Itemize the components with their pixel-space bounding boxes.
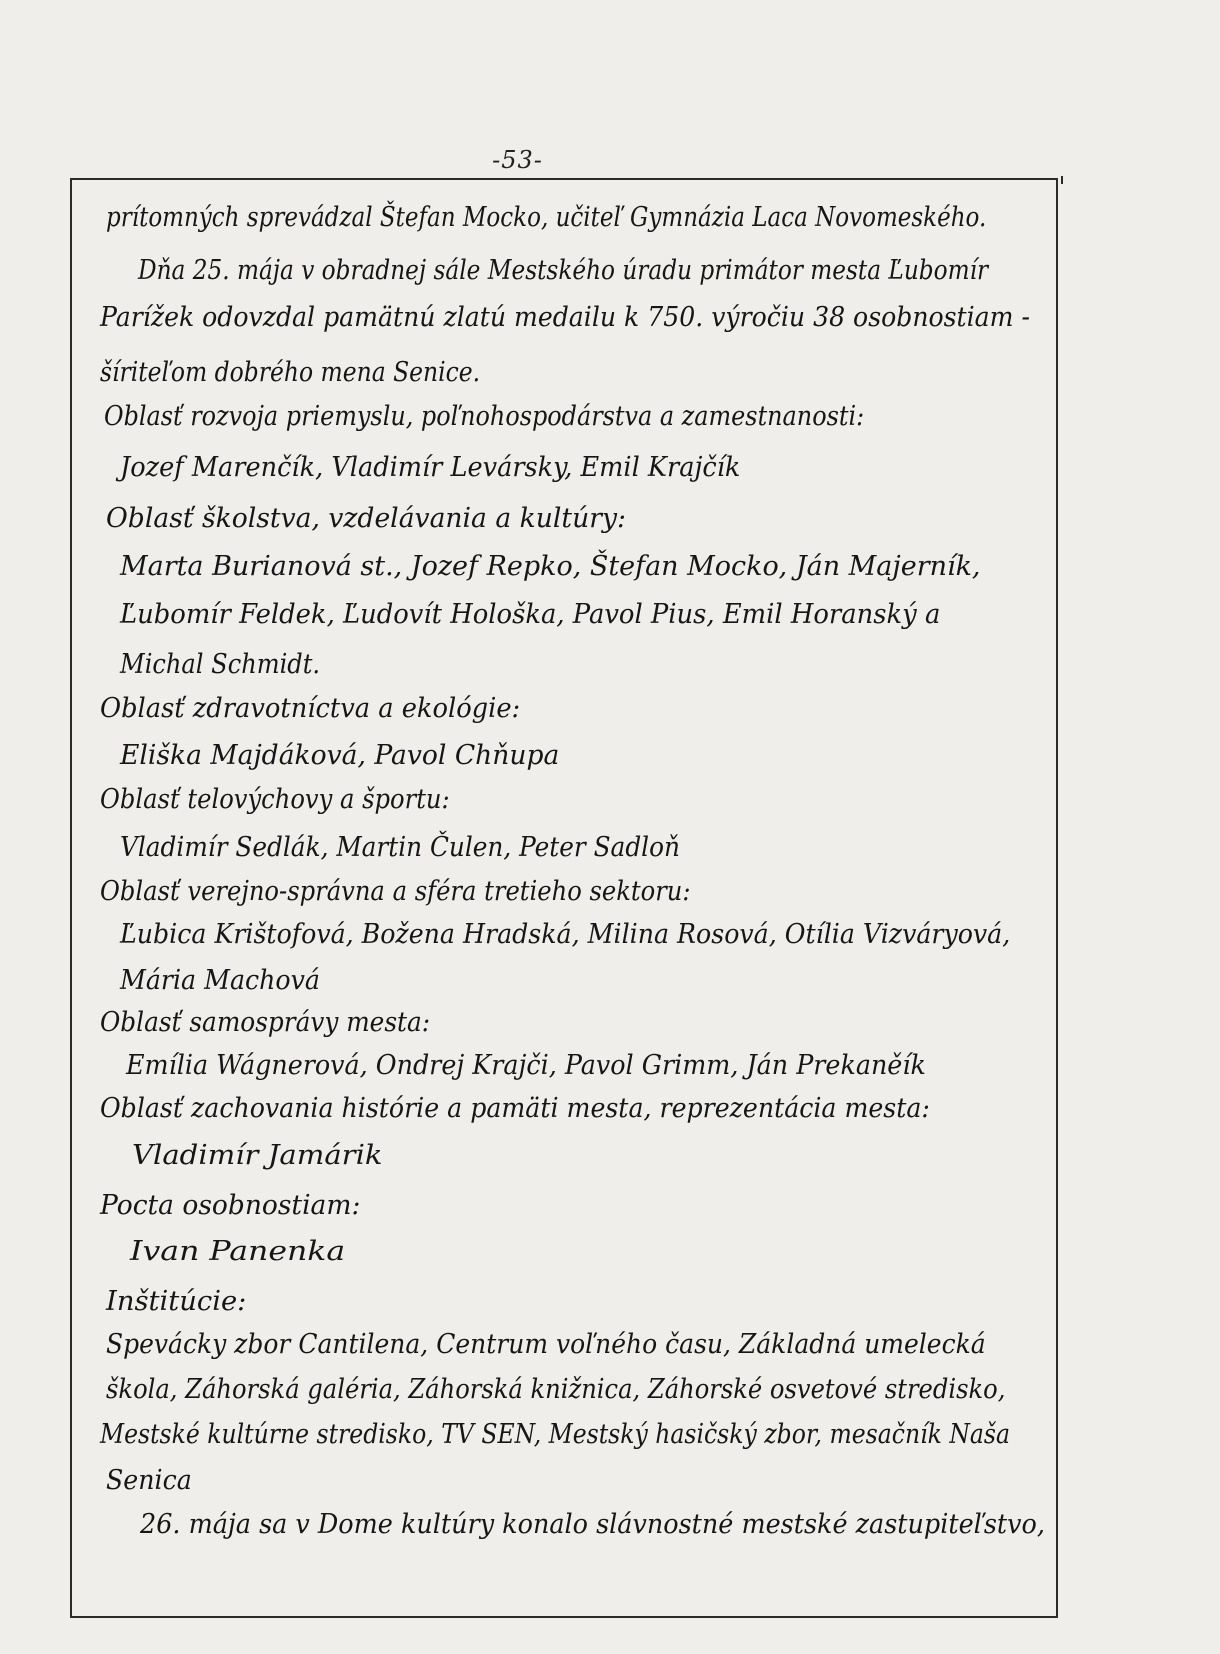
text-line: Eliška Majdáková, Pavol Chňupa (120, 740, 560, 771)
text-line: Vladimír Jamárik (132, 1140, 383, 1171)
text-line: Parížek odovzdal pamätnú zlatú medailu k 750. výročiu 38 osobnostiam - (100, 302, 1030, 333)
text-line: prítomných sprevádzal Štefan Mocko, učiteľ Gymnázia Laca Novomeského. (106, 202, 987, 233)
text-line: Ľubomír Feldek, Ľudovít Hološka, Pavol Pius, Emil Horanský a (120, 599, 941, 630)
text-line: Oblasť verejno-správna a sféra tretieho sektoru: (100, 876, 691, 907)
text-line: Oblasť telovýchovy a športu: (100, 784, 450, 815)
text-line: Dňa 25. mája v obradnej sále Mestského úradu primátor mesta Ľubomír (138, 255, 989, 286)
text-line: Marta Burianová st., Jozef Repko, Štefan Mocko, Ján Majerník, (120, 551, 981, 582)
text-line: Spevácky zbor Cantilena, Centrum voľného času, Základná umelecká (106, 1329, 986, 1360)
text-line: škola, Záhorská galéria, Záhorská knižnica, Záhorské osvetové stredisko, (106, 1374, 1006, 1405)
text-line: Senica (106, 1465, 192, 1496)
text-line: Emília Wágnerová, Ondrej Krajči, Pavol Grimm, Ján Prekaněík (126, 1050, 926, 1081)
text-line: Oblasť zachovania histórie a pamäti mesta, reprezentácia mesta: (100, 1093, 930, 1124)
text-line: Ivan Panenka (130, 1236, 346, 1267)
text-line: Pocta osobnostiam: (100, 1190, 361, 1221)
text-line: Oblasť rozvoja priemyslu, poľnohospodárstva a zamestnanosti: (104, 401, 865, 432)
text-line: Vladimír Sedlák, Martin Čulen, Peter Sadloň (120, 832, 680, 863)
text-line: Mestské kultúrne stredisko, TV SEN, Mestský hasičský zbor, mesačník Naša (100, 1419, 1011, 1450)
text-line: Ľubica Krištofová, Božena Hradská, Milina Rosová, Otília Vizváryová, (120, 919, 1011, 950)
page-number: -53- (492, 146, 543, 174)
text-line: Oblasť školstva, vzdelávania a kultúry: (106, 503, 626, 534)
text-line: 26. mája sa v Dome kultúry konalo slávnostné mestské zastupiteľstvo, (140, 1509, 1045, 1540)
text-line: Inštitúcie: (106, 1286, 247, 1317)
text-line: šíriteľom dobrého mena Senice. (100, 357, 481, 388)
text-line: Oblasť samosprávy mesta: (100, 1007, 431, 1038)
text-line: Mária Machová (120, 965, 320, 996)
text-line: Oblasť zdravotníctva a ekológie: (100, 693, 521, 724)
text-line: Michal Schmidt. (120, 649, 321, 680)
text-line: Jozef Marenčík, Vladimír Levársky, Emil Krajčík (120, 452, 741, 483)
